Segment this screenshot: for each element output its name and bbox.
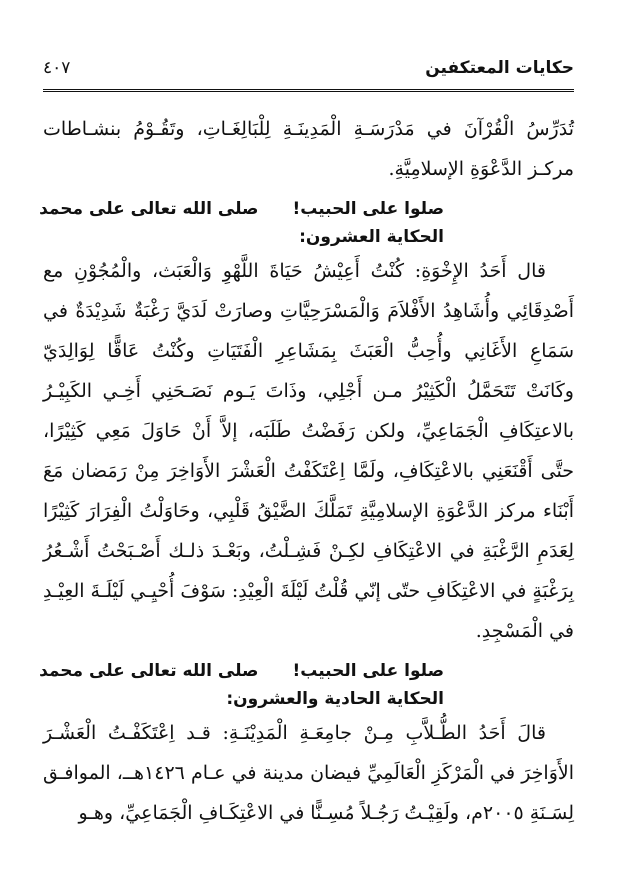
- salawat-call: صلوا على الحبيب!: [292, 199, 444, 219]
- paragraph-story-twenty-one: قالَ أَحَدُ الطُّـلاَّبِ مِـنْ جامِعَـةِ الْمَدِيْنَـةِ: قـد اِعْتَكَفْـتُ الْعَشْـرَ الأَوَاخِرَ في الْمَرْكَزِ الْعَالَمِيِّ فيضان مدينة في عـام ١٤٢٦هــ، الموافـق لِسَـنَةِ ٢٠٠٥م، ولَقِيْـتُ رَجُـلاً مُسِـنًّا في الاعْتِكَـافِ الْجَمَاعِيِّ، وهـو: [43, 722, 574, 824]
- paragraph-intro: تُدَرِّسُ الْقُرْآنَ في مَدْرَسَـةِ الْمَدِينَـةِ لِلْبَالِغَـاتِ، وتَقُـوْمُ بنشـاطات مركـز الدَّعْوَةِ الإسلامِيَّةِ.: [43, 118, 574, 180]
- story-title-twenty-one: الحكاية الحادية والعشرون:: [226, 689, 444, 709]
- page-header: [43, 48, 574, 88]
- salawat-response: صلى الله تعالى على محمد: [39, 199, 259, 219]
- paragraph-story-twenty: قال أَحَدُ الإِخْوَةِ: كُنْتُ أَعِيْشُ حَيَاةَ اللَّهْوِ وَالْعَبَث، والْمُجُوْنِ مع أَصْدِقَائِي وأُشَاهِدُ الأَفْلاَمَ وَالْمَسْرَحِيَّاتِ وصارَتْ لَدَيَّ رَغْبَةٌ شَدِيْدَةٌ في سَمَاعِ الأَغَانِي وأُحِبُّ الْعَبَثَ بِمَشَاعِرِ الْفَتَيَاتِ وكُنْتُ عَاقًّا لِوَالِدَيّ وكَانَتْ تَتَحَمَّلُ الْكَثِيْرُ مـن أَجْلِي، وذَاتَ يَـوم نَصَـحَنِي أَخِـي الكَبِيْـرُ بالاعتِكَافِ الْجَمَاعِيِّ، ولكن رَفَضْتُ طَلَبَه، إلاَّ أَنْ حَاوَلَ مَعِي كَثِيْرًا، حتَّى أَقْنَعَنِي بالاعْتِكَافِ، ولَمَّا اِعْتَكَفْتُ الْعَشْرَ الأَوَاخِرَ مِنْ رَمَضان مَعَ أَبْنَاء مركز الدَّعْوَةِ الإسلامِيَّةِ تَمَلَّكَ الضَّيْقُ قَلْبِي، وحَاوَلْتُ الْفِرَارَ كَثِيْرًا لِعَدَمِ الرَّغْبَةِ في الاعْتِكَافِ لكِـنْ فَشِـلْتُ، وبَعْـدَ ذلـك أَصْـبَحْتُ أَشْـعُرُ بِرَغْبَةٍ في الاعْتِكَافِ حتّى إنّي قُلْتُ لَيْلَةَ الْعِيْدِ: سَوْفَ أُحْيِـي لَيْلَـةَ العِيْـدِ في الْمَسْجِدِ.: [43, 260, 574, 642]
- salawat-call: صلوا على الحبيب!: [292, 661, 444, 681]
- salawat-line: [39, 195, 444, 223]
- salawat-response: صلى الله تعالى على محمد: [39, 661, 259, 681]
- page-number: ٤٠٧: [43, 58, 71, 78]
- salawat-line: [39, 657, 444, 685]
- running-title: حكايات المعتكفين: [425, 58, 574, 78]
- page-body: [39, 109, 574, 833]
- header-divider: [43, 89, 574, 92]
- story-title-twenty: الحكاية العشرون:: [299, 227, 444, 247]
